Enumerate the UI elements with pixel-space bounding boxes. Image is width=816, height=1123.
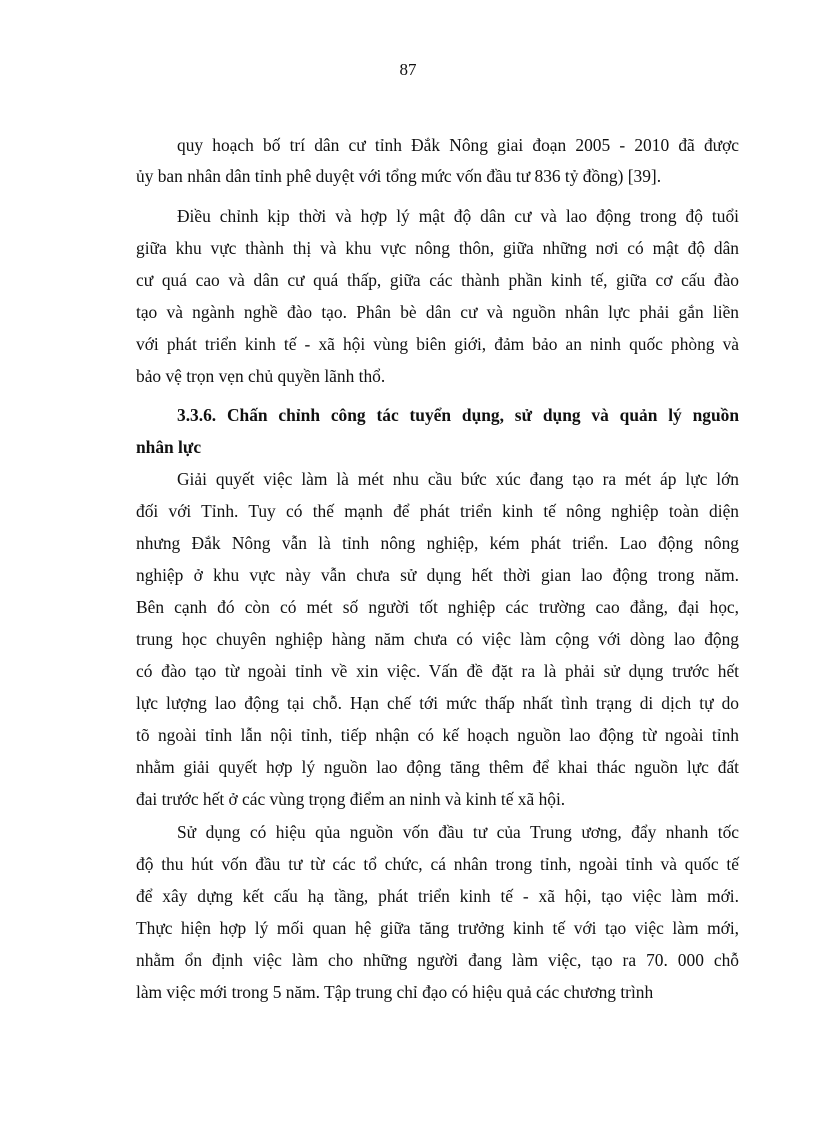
text-line: nhưng Đắk Nông vẫn là tỉnh nông nghiệp, kém phát triển. Lao động nông [136,533,739,553]
text-line: Điều chỉnh kịp thời và hợp lý mật độ dân cư và lao động trong độ tuổi [177,206,739,226]
text-line: với phát triển kinh tế - xã hội vùng biên giới, đảm bảo an ninh quốc phòng và [136,334,739,354]
text-line: đối với Tỉnh. Tuy có thế mạnh để phát triển kinh tế nông nghiệp toàn diện [136,501,739,521]
text-line: trung học chuyên nghiệp hàng năm chưa có việc làm cộng với dòng lao động [136,629,739,649]
text-line: nhằm ổn định việc làm cho những người đang làm việc, tạo ra 70. 000 chỗ [136,950,739,970]
text-line: quy hoạch bố trí dân cư tỉnh Đắk Nông giai đoạn 2005 - 2010 đã được [177,135,739,155]
text-line: có đào tạo từ ngoài tỉnh về xin việc. Vấn đề đặt ra là phải sử dụng trước hết [136,661,739,681]
text-line: Giải quyết việc làm là mét nhu cầu bức xúc đang tạo ra mét áp lực lớn [177,469,739,489]
text-line: giữa khu vực thành thị và khu vực nông thôn, giữa những nơi có mật độ dân [136,238,739,258]
text-line: Sử dụng có hiệu qủa nguồn vốn đầu tư của Trung ương, đẩy nhanh tốc [177,822,739,842]
text-line: Thực hiện hợp lý mối quan hệ giữa tăng trưởng kinh tế với tạo việc làm mới, [136,918,739,938]
text-line: lực lượng lao động tại chỗ. Hạn chế tới mức thấp nhất tình trạng di dịch tự do [136,693,739,713]
page-number: 87 [399,60,417,79]
text-line: ủy ban nhân dân tỉnh phê duyệt với tổng mức vốn đầu tư 836 tỷ đồng) [39]. [136,166,662,186]
text-line: đai trước hết ở các vùng trọng điểm an ninh và kinh tế xã hội. [136,789,566,809]
text-line: tạo và ngành nghề đào tạo. Phân bè dân cư và nguồn nhân lực phải gắn liền [136,302,739,322]
text-line: cư quá cao và dân cư quá thấp, giữa các thành phần kinh tế, giữa cơ cấu đào [136,270,739,290]
section-heading: 3.3.6. Chấn chỉnh công tác tuyển dụng, sử dụng và quản lý nguồn [177,405,739,425]
text-line: Bên cạnh đó còn có mét số người tốt nghiệp các trường cao đẳng, đại học, [136,597,739,617]
section-heading: nhân lực [136,437,202,457]
text-line: để xây dựng kết cấu hạ tầng, phát triển kinh tế - xã hội, tạo việc làm mới. [136,886,739,906]
text-line: độ thu hút vốn đầu tư từ các tổ chức, cá nhân trong tỉnh, ngoài tỉnh và quốc tế [136,854,739,874]
text-line: nhằm giải quyết hợp lý nguồn lao động tăng thêm để khai thác nguồn lực đất [136,757,739,777]
text-line: làm việc mới trong 5 năm. Tập trung chỉ đạo có hiệu quả các chương trình [136,982,654,1002]
text-line: nghiệp ở khu vực này vẫn chưa sử dụng hết thời gian lao động trong năm. [136,565,739,585]
text-line: bảo vệ trọn vẹn chủ quyền lãnh thổ. [136,366,386,386]
text-line: tõ ngoài tỉnh lẫn nội tỉnh, tiếp nhận có kế hoạch nguồn lao động từ ngoài tỉnh [136,725,739,745]
